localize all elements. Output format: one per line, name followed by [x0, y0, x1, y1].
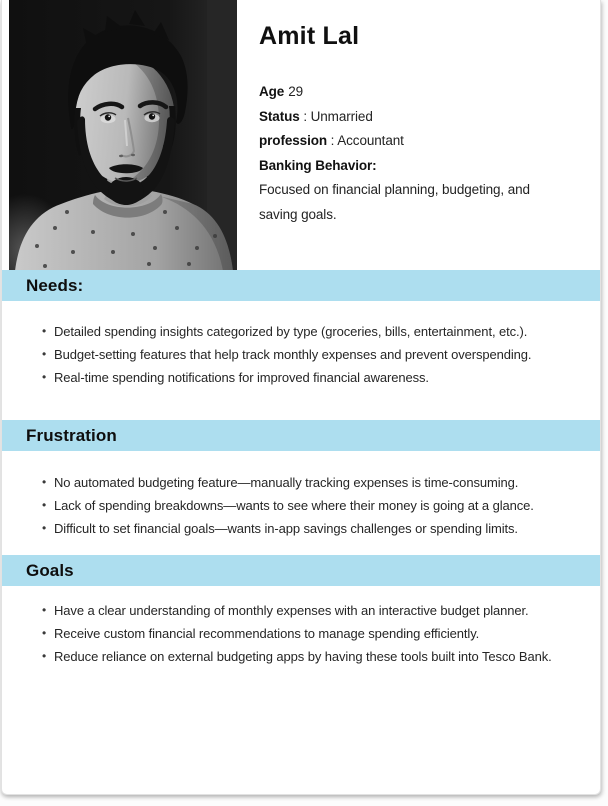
frustration-list: [2, 471, 600, 540]
section-title: Goals: [26, 561, 74, 580]
list-item: • Real-time spending notifications for improved financial awareness.: [54, 366, 592, 389]
persona-details: [259, 80, 561, 228]
status-value: Unmarried: [310, 108, 373, 124]
separator: :: [299, 108, 311, 124]
section-title: Frustration: [26, 426, 117, 445]
list-item: • Detailed spending insights categorized by type (groceries, bills, entertainment, etc.).: [54, 320, 592, 343]
section-header-frustration: [2, 420, 600, 451]
portrait-illustration: [9, 0, 237, 271]
section-header-goals: [2, 555, 600, 586]
list-item: • Difficult to set financial goals—wants in-app savings challenges or spending limits.: [54, 517, 592, 540]
profession-value: Accountant: [337, 133, 404, 149]
profession-label: profession: [259, 133, 328, 149]
age-label: Age: [259, 84, 285, 99]
detail-age: [259, 80, 561, 105]
list-item: • Have a clear understanding of monthly expenses with an interactive budget planner.: [54, 599, 592, 622]
list-item: • Budget-setting features that help track monthly expenses and prevent overspending.: [54, 343, 592, 366]
persona-name: Amit Lal: [259, 22, 360, 50]
section-header-needs: [2, 270, 600, 301]
banking-behavior-label: Banking Behavior:: [259, 157, 377, 173]
detail-profession: [259, 129, 561, 154]
persona-photo: [9, 0, 237, 271]
banking-behavior-text: Focused on financial planning, budgeting, and saving goals.: [259, 182, 530, 222]
goals-list: [2, 599, 600, 668]
list-item: • Reduce reliance on external budgeting apps by having these tools built into Tesco Bank.: [54, 645, 592, 668]
section-title: Needs:: [26, 276, 84, 295]
detail-banking-label: [259, 154, 561, 179]
separator: :: [327, 133, 338, 149]
detail-status: [259, 105, 561, 130]
list-item: • Lack of spending breakdowns—wants to see where their money is going at a glance.: [54, 494, 592, 517]
status-label: Status: [259, 108, 300, 124]
persona-card: [1, 0, 601, 795]
list-item: • No automated budgeting feature—manually tracking expenses is time-consuming.: [54, 471, 592, 494]
list-item: • Receive custom financial recommendations to manage spending efficiently.: [54, 622, 592, 645]
age-value: 29: [288, 84, 304, 99]
needs-list: [2, 320, 600, 389]
